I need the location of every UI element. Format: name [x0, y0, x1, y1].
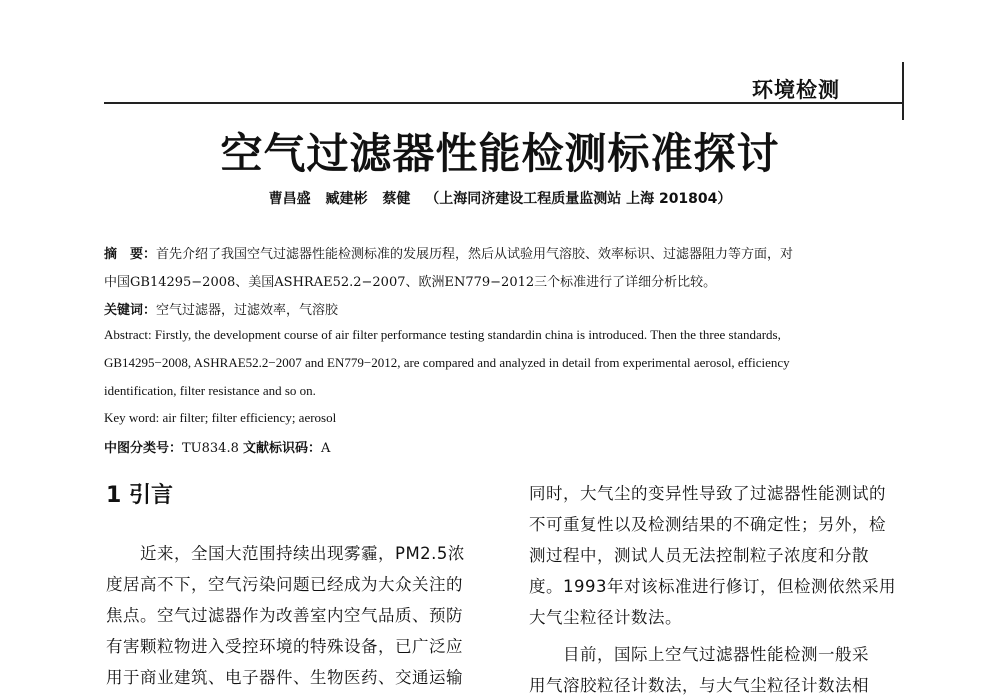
- classification-line: [104, 437, 330, 456]
- body-right-line: 同时，大气尘的变异性导致了过滤器性能测试的: [529, 484, 886, 503]
- article-title: 空气过滤器性能检测标准探讨: [220, 129, 780, 178]
- doc-code-value: A: [321, 441, 331, 456]
- section-label: 环境检测: [752, 78, 840, 102]
- author-affiliation: （上海同济建设工程质量监测站 上海 201804）: [425, 191, 732, 207]
- body-right-line: 用气溶胶粒径计数法，与大气尘粒径计数法相: [529, 676, 869, 695]
- body-right-line: 不可重复性以及检测结果的不确定性；另外，检: [529, 515, 886, 534]
- abstract-cn-label: 摘 要：: [104, 247, 157, 262]
- classification-label: 中图分类号：: [104, 441, 183, 456]
- keywords-cn-text: 空气过滤器，过滤效率，气溶胶: [156, 303, 339, 318]
- body-right-line: 目前，国际上空气过滤器性能检测一般采: [563, 645, 869, 664]
- section-heading-intro: 1 引言: [106, 483, 173, 508]
- authors-line: [0, 188, 1000, 208]
- body-left-line: 有害颗粒物进入受控环境的特殊设备，已广泛应: [106, 637, 463, 656]
- abstract-cn-line-1: [104, 243, 793, 262]
- body-right-line: 测过程中，测试人员无法控制粒子浓度和分散: [529, 546, 869, 565]
- abstract-en-line-2: GB14295−2008, ASHRAE52.2−2007 and EN779−2012, are compared and analyzed in detail from experimental aerosol, efficiency: [104, 355, 790, 370]
- body-right-line: 度。1993年对该标准进行修订，但检测依然采用: [529, 577, 896, 596]
- header-vertical-rule: [902, 62, 904, 120]
- keywords-cn-label: 关键词：: [104, 303, 157, 318]
- author-name: 蔡健: [382, 191, 411, 207]
- doc-code-label: 文献标识码：: [243, 441, 322, 456]
- body-left-line: 近来，全国大范围持续出现雾霾，PM2.5浓: [140, 544, 465, 563]
- body-left-line: 焦点。空气过滤器作为改善室内空气品质、预防: [106, 606, 463, 625]
- body-right-line: 大气尘粒径计数法。: [529, 608, 682, 627]
- keywords-en: Key word: air filter; filter efficiency; aerosol: [104, 410, 337, 425]
- abstract-en-line-3: identification, filter resistance and so on.: [104, 383, 316, 398]
- author-name: 曹昌盛: [268, 191, 311, 207]
- author-name: 臧建彬: [325, 191, 368, 207]
- classification-value: TU834.8: [182, 441, 239, 456]
- abstract-en-line-1: Abstract: Firstly, the development course of air filter performance testing standardin china is introduced. Then the three standards,: [104, 327, 781, 342]
- abstract-cn-text: 首先介绍了我国空气过滤器性能检测标准的发展历程，然后从试验用气溶胶、效率标识、过滤器阻力等方面，对: [156, 247, 794, 262]
- body-left-line: 用于商业建筑、电子器件、生物医药、交通运输: [106, 668, 463, 687]
- keywords-cn: [104, 299, 338, 318]
- body-left-line: 度居高不下，空气污染问题已经成为大众关注的: [106, 575, 463, 594]
- abstract-cn-line-2: 中国GB14295−2008、美国ASHRAE52.2−2007、欧洲EN779−2012三个标准进行了详细分析比较。: [104, 275, 717, 290]
